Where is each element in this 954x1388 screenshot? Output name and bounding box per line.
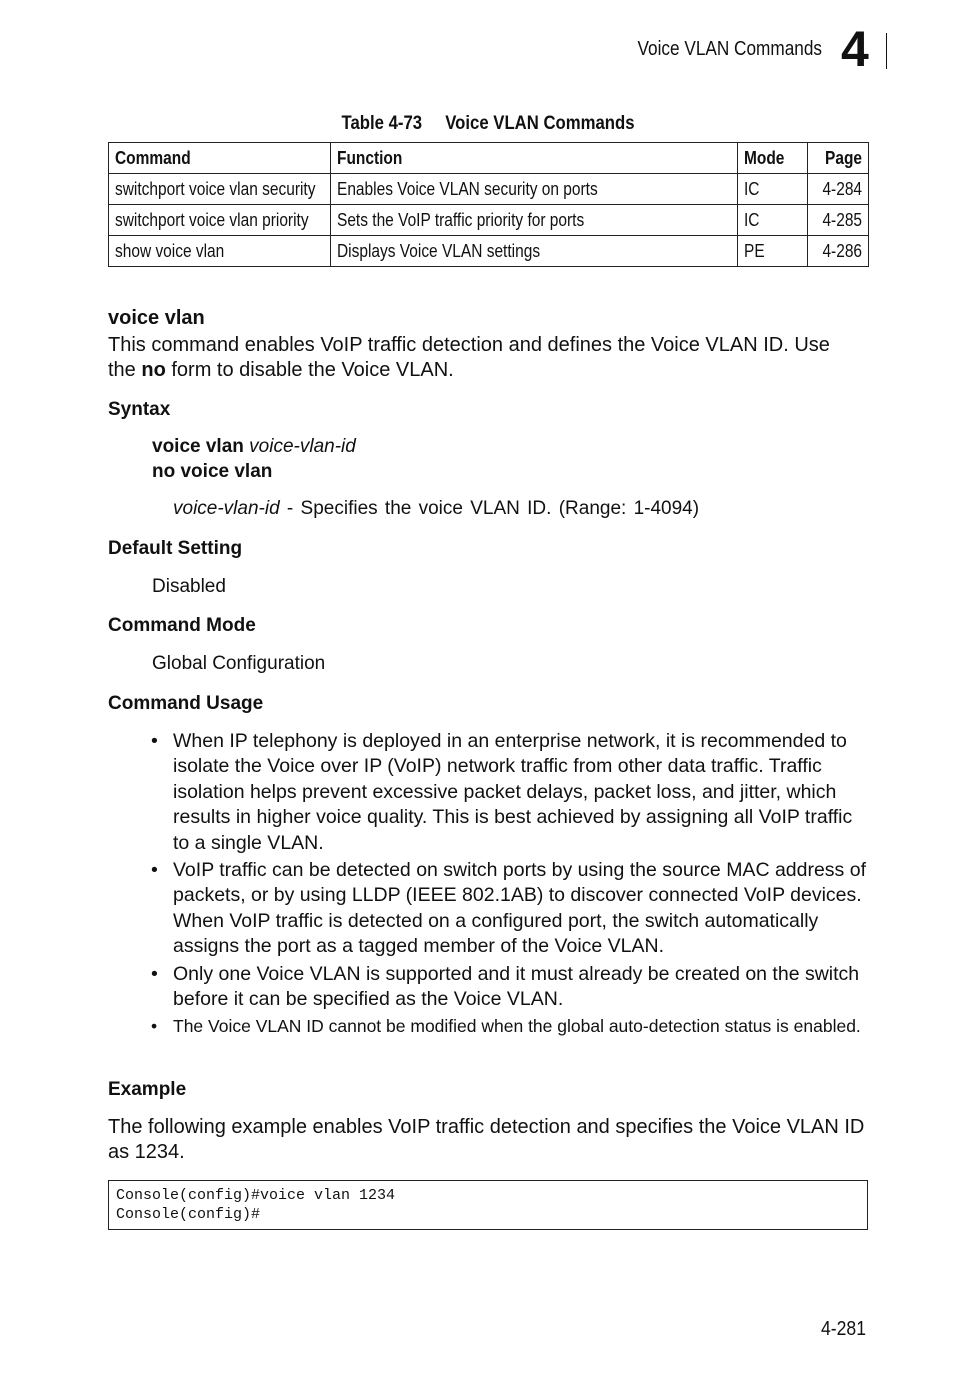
default-setting-value: Disabled bbox=[152, 576, 226, 597]
table-row bbox=[109, 236, 869, 267]
code-example bbox=[108, 1180, 868, 1230]
syntax-line: no voice vlan bbox=[152, 461, 273, 482]
chapter-number: 4 bbox=[841, 21, 869, 77]
parameter-description: voice-vlan-id - Specifies the voice VLAN ID. (Range: 1-4094) bbox=[173, 498, 700, 519]
table-cell: Sets the VoIP traffic priority for ports bbox=[331, 205, 738, 236]
table-cell: PE bbox=[738, 236, 808, 267]
table-caption: Table 4-73 Voice VLAN Commands bbox=[341, 113, 635, 134]
column-header: Function bbox=[331, 143, 738, 174]
table-header-row bbox=[109, 143, 869, 174]
table-cell: show voice vlan bbox=[109, 236, 331, 267]
page-number: 4-281 bbox=[820, 1318, 866, 1340]
table-cell: 4-286 bbox=[808, 236, 869, 267]
table-cell: IC bbox=[738, 205, 808, 236]
table-row bbox=[109, 174, 869, 205]
code-line: Console(config)#voice vlan 1234 bbox=[116, 1187, 396, 1204]
table-cell: switchport voice vlan priority bbox=[109, 205, 331, 236]
table-cell: Displays Voice VLAN settings bbox=[331, 236, 738, 267]
list-item: • The Voice VLAN ID cannot be modified when the global auto-detection status is enabled. bbox=[151, 1016, 861, 1037]
list-item: • Only one Voice VLAN is supported and it must already be created on the switch before it can be specified as the Voice VLAN. bbox=[151, 962, 860, 1011]
syntax-heading: Syntax bbox=[108, 399, 171, 420]
list-item: • VoIP traffic can be detected on switch ports by using the source MAC address of packets, or by using LLDP (IEEE 802.1AB) to discover connected VoIP devices. When VoIP traffic is detected on a configured port, the switch automatically assigns the port as a tagged member of the Voice VLAN. bbox=[151, 859, 866, 958]
no-keyword: no bbox=[141, 359, 166, 381]
command-mode-value: Global Configuration bbox=[152, 653, 326, 674]
example-description: The following example enables VoIP traffic detection and specifies the Voice VLAN ID as 1234. bbox=[108, 1116, 865, 1163]
running-header: Voice VLAN Commands bbox=[637, 38, 822, 60]
table-row bbox=[109, 205, 869, 236]
syntax-line: voice vlan voice-vlan-id bbox=[152, 436, 356, 457]
table-cell: 4-285 bbox=[808, 205, 869, 236]
table-cell: 4-284 bbox=[808, 174, 869, 205]
table-cell: IC bbox=[738, 174, 808, 205]
code-line: Console(config)# bbox=[116, 1206, 261, 1223]
table-cell: Enables Voice VLAN security on ports bbox=[331, 174, 738, 205]
list-item: • When IP telephony is deployed in an enterprise network, it is recommended to isolate the Voice over IP (VoIP) network traffic from other data traffic. Traffic isolation helps prevent excessive packet delays, packet loss, and jitter, which results in higher voice quality. This is best achieved by assigning all VoIP traffic to a single VLAN. bbox=[151, 730, 853, 854]
default-setting-heading: Default Setting bbox=[108, 538, 243, 559]
column-header: Page bbox=[808, 143, 869, 174]
command-usage-list bbox=[151, 729, 867, 1041]
commands-table bbox=[108, 142, 869, 267]
command-title: voice vlan bbox=[108, 307, 205, 329]
column-header: Command bbox=[109, 143, 331, 174]
example-heading: Example bbox=[108, 1079, 187, 1100]
command-description: This command enables VoIP traffic detection and defines the Voice VLAN ID. Use the no form to disable the Voice VLAN. bbox=[108, 334, 830, 381]
command-usage-heading: Command Usage bbox=[108, 693, 264, 714]
table-cell: switchport voice vlan security bbox=[109, 174, 331, 205]
command-mode-heading: Command Mode bbox=[108, 615, 256, 636]
column-header: Mode bbox=[738, 143, 808, 174]
